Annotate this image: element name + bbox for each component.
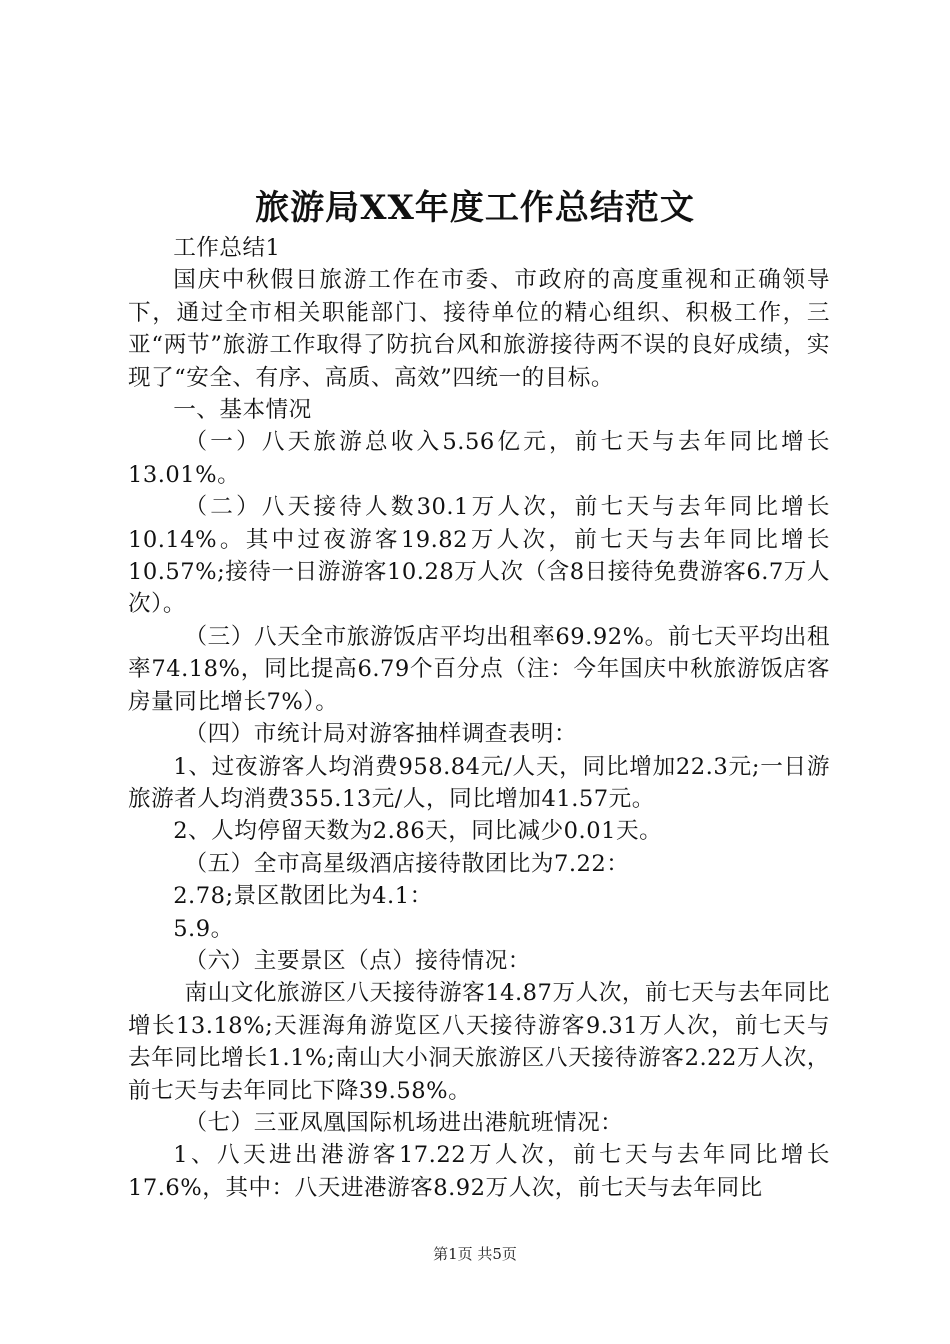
- paragraph-subitem-airport: 1、八天进出港游客17.22万人次，前七天与去年同比增长17.6%，其中：八天进港游客8.92万人次，前七天与去年同比: [128, 1142, 830, 1201]
- paragraph-item-5: （五）全市高星级酒店接待散团比为7.22：: [184, 850, 630, 877]
- paragraph-item-1: （一）八天旅游总收入5.56亿元，前七天与去年同比增长13.01%。: [128, 429, 830, 488]
- page-number-footer: 第1页 共5页: [433, 1245, 517, 1263]
- paragraph-item-2: （二）八天接待人数30.1万人次，前七天与去年同比增长10.14%。其中过夜游客19.82万人次，前七天与去年同比增长10.57%;接待一日游游客10.28万人次（含8日接待免费游客6.7万人次）。: [128, 494, 830, 618]
- paragraph-item-6: （六）主要景区（点）接待情况：: [184, 947, 531, 974]
- paragraph-item-3: （三）八天全市旅游饭店平均出租率69.92%。前七天平均出租率74.18%，同比提高6.79个百分点（注：今年国庆中秋旅游饭店客房量同比增长7%）。: [128, 623, 830, 715]
- paragraph-item-4: （四）市统计局对游客抽样调查表明：: [184, 721, 578, 748]
- paragraph-continuation: 2.78;景区散团比为4.1：: [173, 883, 433, 910]
- paragraph-subitem-1: 1、过夜游客人均消费958.84元/人天，同比增加22.3元;一日游旅游者人均消费355.13元/人，同比增加41.57元。: [128, 753, 830, 812]
- document-body: [128, 232, 830, 1204]
- paragraph-item-7: （七）三亚凤凰国际机场进出港航班情况：: [184, 1109, 624, 1136]
- paragraph-scenic-spots: 南山文化旅游区八天接待游客14.87万人次，前七天与去年同比增长13.18%;天涯海角游览区八天接待游客9.31万人次，前七天与去年同比增长1.1%;南山大小洞天旅游区八天接待游客2.22万人次，前七天与去年同比下降39.58%。: [128, 980, 830, 1104]
- paragraph-continuation: 5.9。: [173, 915, 234, 942]
- section-heading: 一、基本情况: [173, 397, 312, 424]
- intro-paragraph: 国庆中秋假日旅游工作在市委、市政府的高度重视和正确领导下，通过全市相关职能部门、接待单位的精心组织、积极工作，三亚“两节”旅游工作取得了防抗台风和旅游接待两不误的良好成绩，实现了“安全、有序、高质、高效”四统一的目标。: [128, 267, 830, 391]
- document-title: 旅游局XX年度工作总结范文: [255, 188, 695, 228]
- paragraph-subitem-2: 2、人均停留天数为2.86天，同比减少0.01天。: [173, 818, 663, 845]
- section-heading: 工作总结1: [173, 235, 281, 261]
